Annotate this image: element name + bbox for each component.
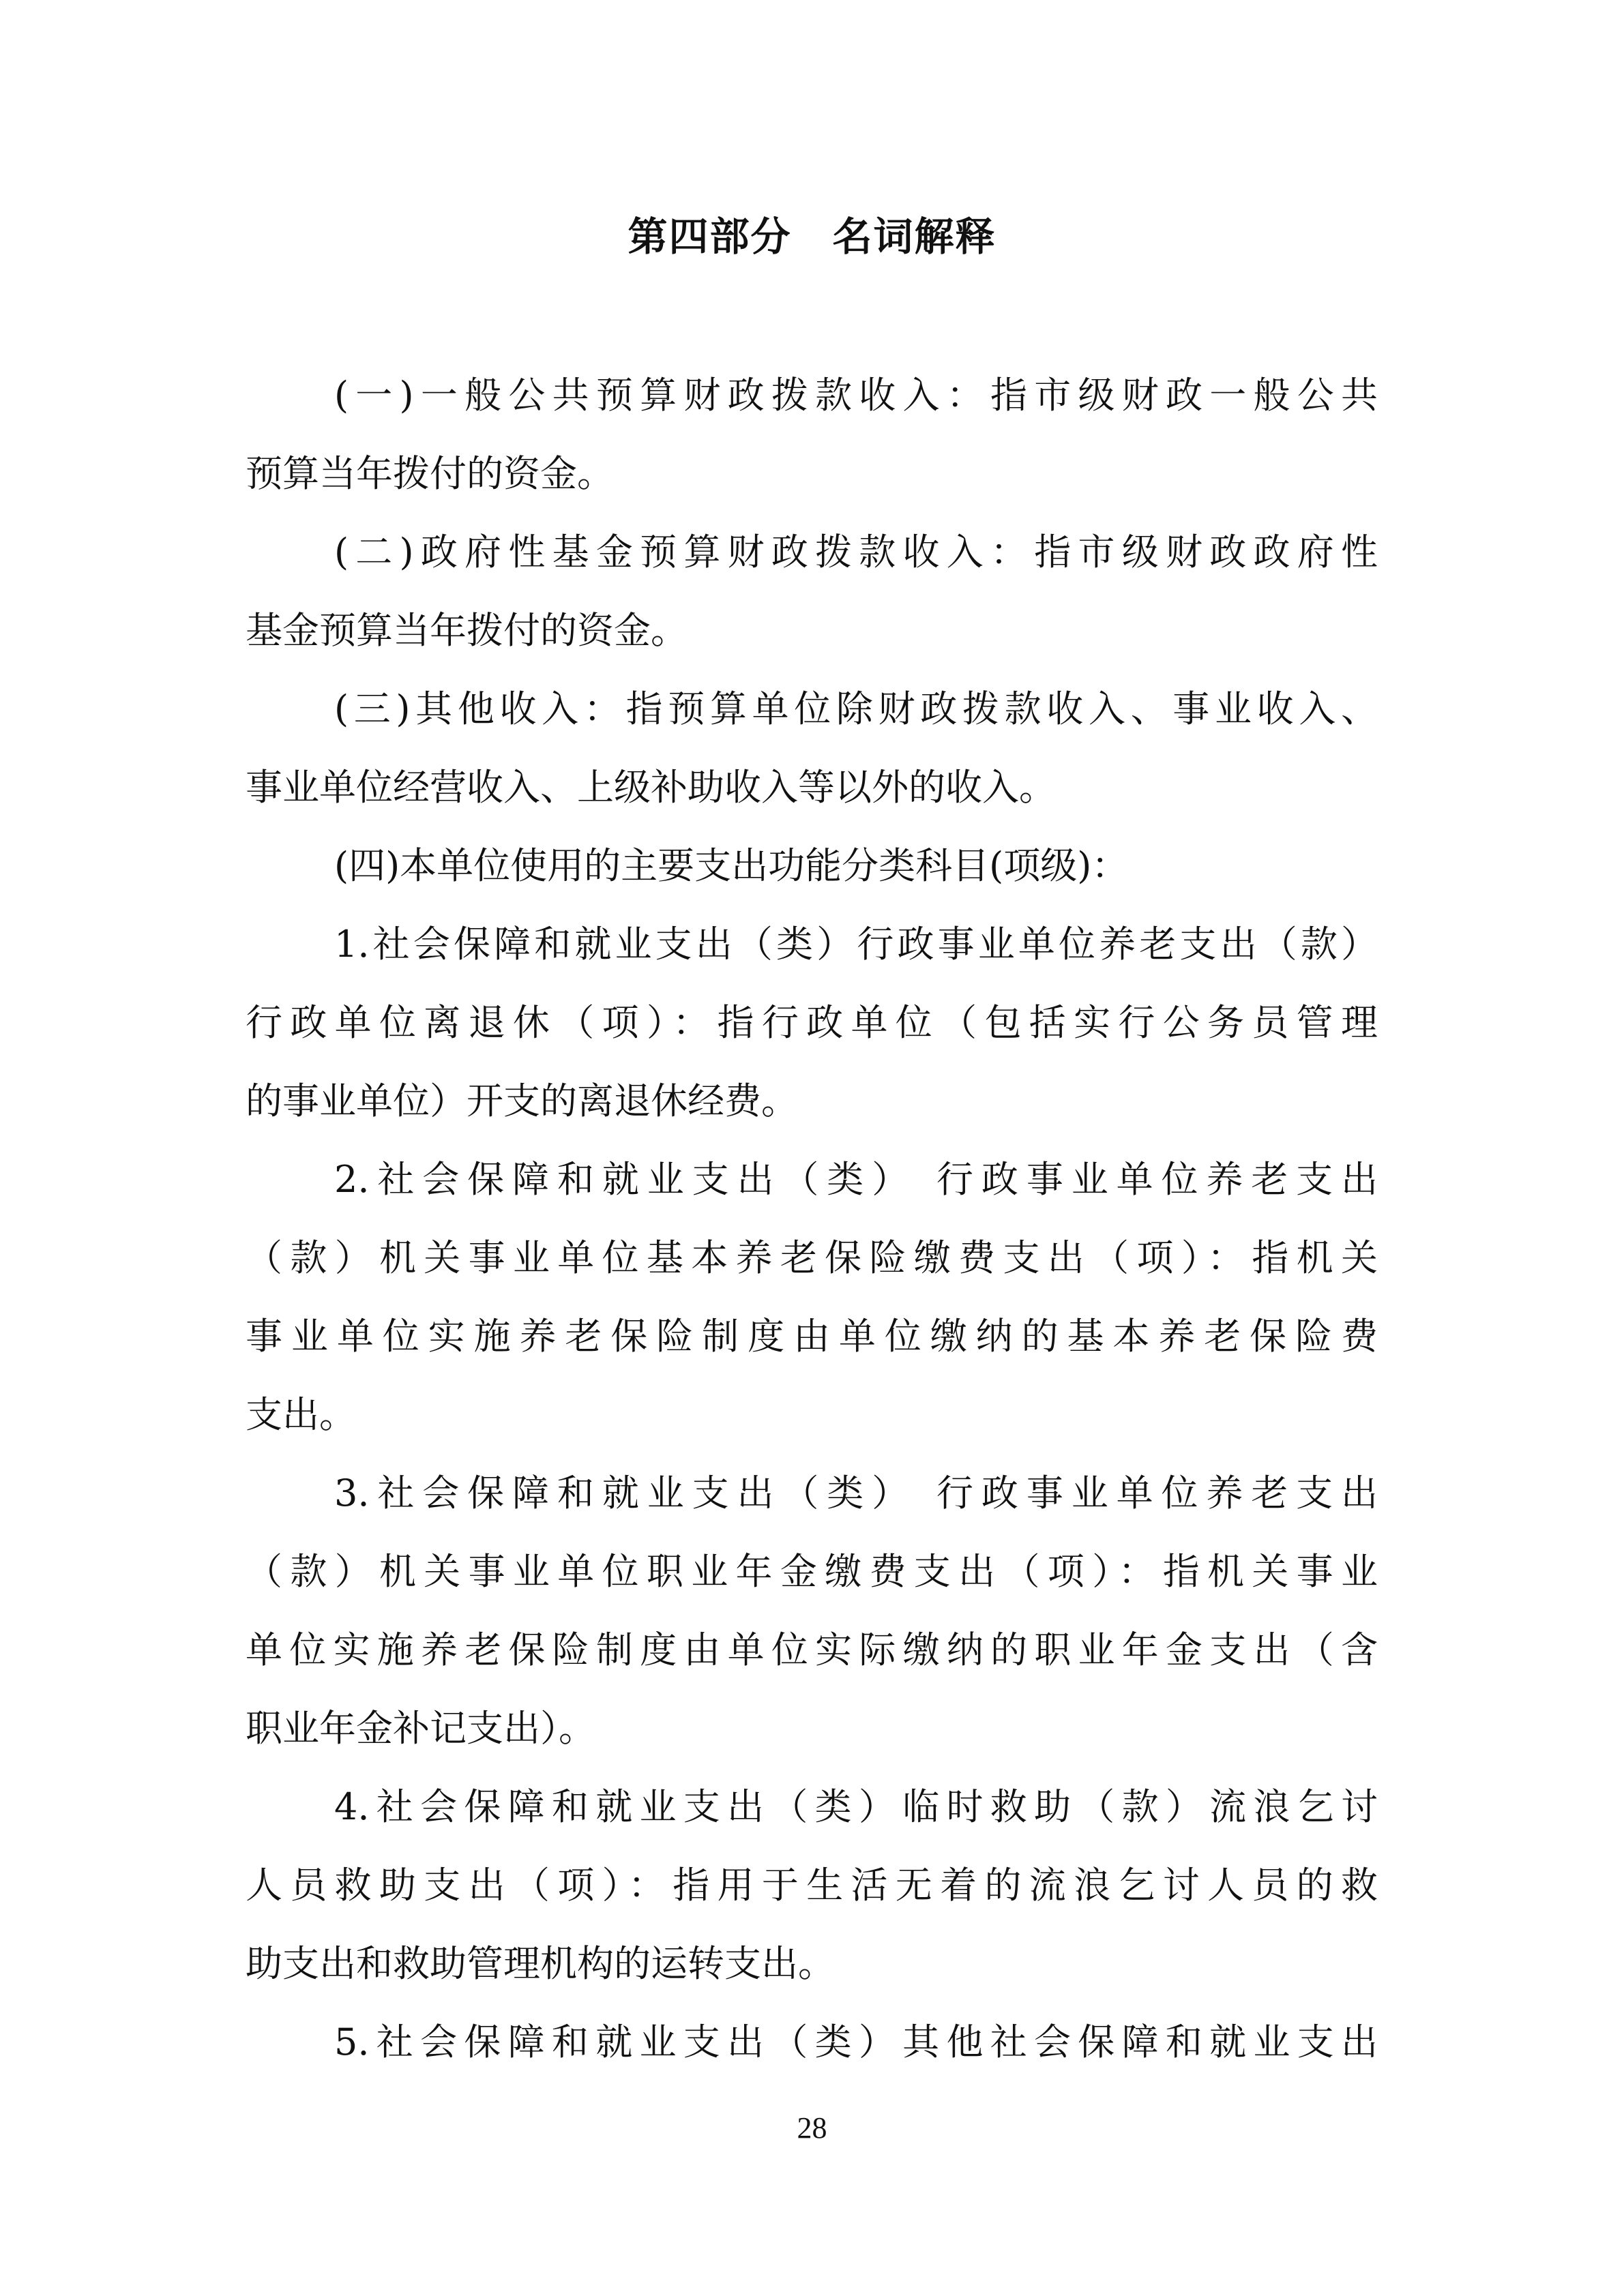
text-line: 的事业单位）开支的离退休经费。 [246,1079,798,1122]
text-line: （款）机关事业单位职业年金缴费支出（项）：指机关事业 [246,1550,1378,1593]
page-number: 28 [797,2111,827,2145]
text-line: (一)一般公共预算财政拨款收入：指市级财政一般公共 [334,374,1378,417]
text-line: 4.社会保障和就业支出（类）临时救助（款）流浪乞讨 [334,1785,1378,1828]
text-line: 1.社会保障和就业支出（类）行政事业单位养老支出（款） [334,923,1378,966]
text-line: 助支出和救助管理机构的运转支出。 [246,1942,835,1985]
text-line: 单位实施养老保险制度由单位实际缴纳的职业年金支出（含 [246,1628,1378,1671]
text-line: （款）机关事业单位基本养老保险缴费支出（项）：指机关 [246,1236,1378,1279]
text-line: (三)其他收入：指预算单位除财政拨款收入、事业收入、 [334,687,1378,730]
text-line: (四)本单位使用的主要支出功能分类科目(项级)： [334,844,1129,887]
text-line: 5.社会保障和就业支出（类）其他社会保障和就业支出 [334,2021,1378,2063]
text-line: 2.社会保障和就业支出（类） 行政事业单位养老支出 [334,1158,1378,1201]
page-title: 第四部分 名词解释 [628,213,996,260]
text-line: 人员救助支出（项）：指用于生活无着的流浪乞讨人员的救 [246,1864,1378,1907]
text-line: 职业年金补记支出）。 [246,1707,595,1750]
text-line: 事业单位经营收入、上级补助收入等以外的收入。 [246,766,1056,809]
text-line: 基金预算当年拨付的资金。 [246,609,688,652]
text-line: 行政单位离退休（项）：指行政单位（包括实行公务员管理 [246,1001,1378,1044]
text-line: (二)政府性基金预算财政拨款收入：指市级财政政府性 [334,531,1378,573]
text-line: 3.社会保障和就业支出（类） 行政事业单位养老支出 [334,1472,1378,1515]
text-line: 支出。 [246,1393,356,1436]
text-line: 预算当年拨付的资金。 [246,452,614,495]
text-line: 事业单位实施养老保险制度由单位缴纳的基本养老保险费 [246,1315,1378,1358]
